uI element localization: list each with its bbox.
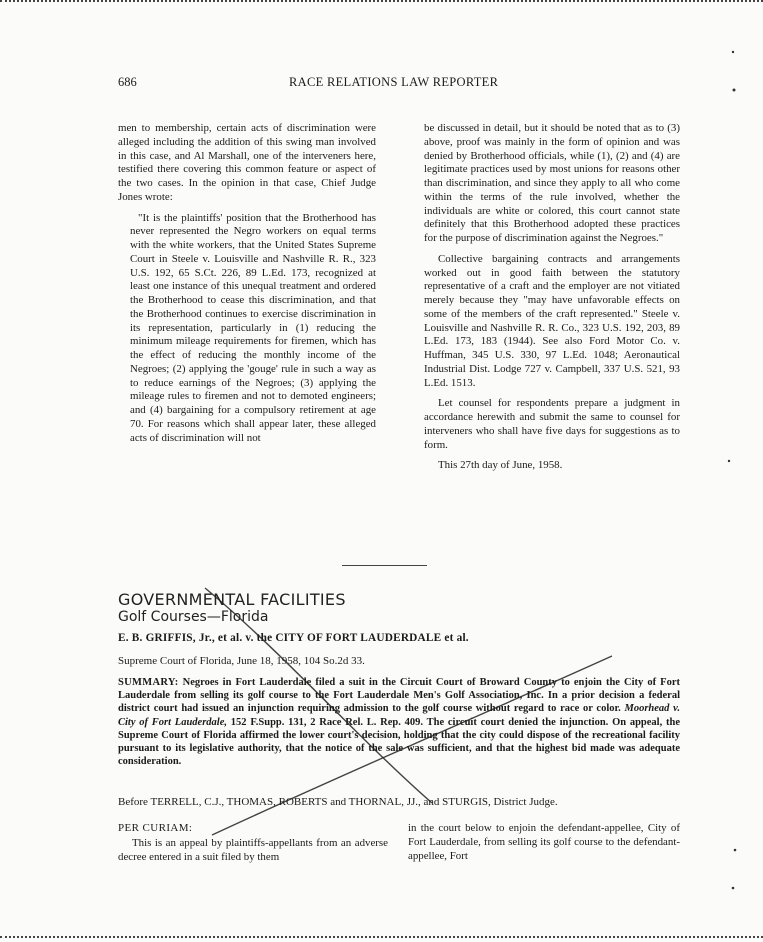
opinion-left-column — [118, 837, 388, 872]
block-quote: "It is the plaintiffs' position that the Brotherhood has never represented the Negro workers on equal terms with the white workers, that the United States Supreme Court in Steele v. Louisville and Nashville R. R., 323 U.S. 192, 65 S.Ct. 226, 89 L.Ed. 173, recognized at least one instance of this unequal treatment and ordered the Brotherhood to cease this discrimination, and that the Brotherhood continues to exercise discrimination in its representation, particularly in (1) reducing the minimum mileage requirements for firemen, which has the effect of reducing the monthly income of the Negroes; (2) applying the 'gouge' rule in such a way as to reduce earnings of the Negroes; (3) applying the mileage rules to firemen and not to demoted engineers; and (4) bargaining for a compulsory retirement at age 70. For reasons which shall appear later, these alleged acts of discrimination will not — [130, 211, 376, 444]
paragraph: Let counsel for respondents prepare a judgment in accordance herewith and submit the same to counsel for interveners who shall have five days for suggestions as to form. — [424, 397, 680, 451]
summary-citation: Moorhead v. City of Fort Lauderdale, — [118, 703, 680, 728]
top-right-column — [424, 122, 680, 480]
page-number: 686 — [118, 75, 137, 89]
date-line: This 27th day of June, 1958. — [438, 459, 563, 472]
paragraph: be discussed in detail, but it should be noted that as to (3) above, proof was mainly in the form of opinion and was denied by Brotherhood officials, while (1), (2) and (4) are legitimate practices used by most unions for reasons other than discrimination, and since they apply to all who come within the terms of the rule involved, whether the individuals are white or colored, this court cannot state definitely that this Brotherhood adopted these practices for the purpose of discrimination against the Negroes." — [424, 122, 680, 244]
stray-mark — [732, 51, 734, 53]
running-head: RACE RELATIONS LAW REPORTER — [289, 75, 499, 89]
page-header — [118, 75, 678, 95]
section-divider — [342, 565, 427, 566]
summary-text: Negroes in Fort Lauderdale filed a suit in the Circuit Court of Broward County to enjoin the City of Fort Lauderdale from selling its golf course to the Fort Lauderdale Men's Golf Association, Inc. In a prior decision a federal district court had issued an injunction requiring admission to the golf course without regard to race or color. — [118, 677, 680, 715]
stray-mark — [733, 89, 736, 92]
opinion-text: in the court below to enjoin the defendant-appellee, City of Fort Lauderdale, from selling its golf course to the defendant-appellee, Fort — [408, 822, 680, 862]
paragraph: Collective bargaining contracts and arrangements worked out in good faith between the statutory representative of a craft and the employer are not vitiated merely because they "may have unfavorable effects on some of the members of the craft represented." Steele v. Louisville and Nashville R. R. Co., 323 U.S. 192, 203, 89 L.Ed. 173, 183 (1944). See also Ford Motor Co. v. Huffman, 345 U.S. 330, 97 L.Ed. 1048; Aeronautical Industrial Dist. Lodge 727 v. Campbell, 337 U.S. 521, 93 L.Ed. 1513. — [424, 252, 680, 389]
page-bottom-edge — [0, 936, 763, 942]
summary-label: SUMMARY: — [118, 677, 179, 688]
section-subtitle: Golf Courses—Florida — [118, 609, 269, 625]
paragraph: men to membership, certain acts of discrimination were alleged including the addition of this swing man involved in this case, and Al Marshall, one of the interveners here, testified there covering this common feature or aspect of the two cases. In the opinion in that case, Chief Judge Jones wrote: — [118, 122, 376, 203]
bench-line: Before TERRELL, C.J., THOMAS, ROBERTS and THORNAL, JJ., and STURGIS, District Judge. — [118, 796, 558, 808]
case-title: E. B. GRIFFIS, Jr., et al. v. the CITY OF FORT LAUDERDALE et al. — [118, 632, 469, 644]
section-title: GOVERNMENTAL FACILITIES — [118, 590, 346, 609]
summary-text-continued: 152 F.Supp. 131, 2 Race Rel. L. Rep. 409. The circuit court denied the injunction. On appeal, the Supreme Court of Florida affirmed the lower court's decision, holding that the city could dispose of the recreational facility pursuant to its legislative authority, that the notice of the sale was sufficient, and that the highest bid made was adequate consideration. — [118, 716, 680, 768]
top-left-column — [118, 122, 376, 452]
stray-mark — [732, 887, 735, 890]
page-top-edge — [0, 0, 763, 6]
stray-mark — [734, 849, 737, 852]
per-curiam-heading: PER CURIAM: — [118, 822, 193, 834]
stray-mark — [728, 460, 730, 462]
court-line: Supreme Court of Florida, June 18, 1958, 104 So.2d 33. — [118, 655, 365, 667]
case-summary — [118, 676, 680, 768]
opinion-right-column — [408, 822, 680, 870]
opinion-text: This is an appeal by plaintiffs-appellants from an adverse decree entered in a suit filed by them — [118, 837, 388, 863]
